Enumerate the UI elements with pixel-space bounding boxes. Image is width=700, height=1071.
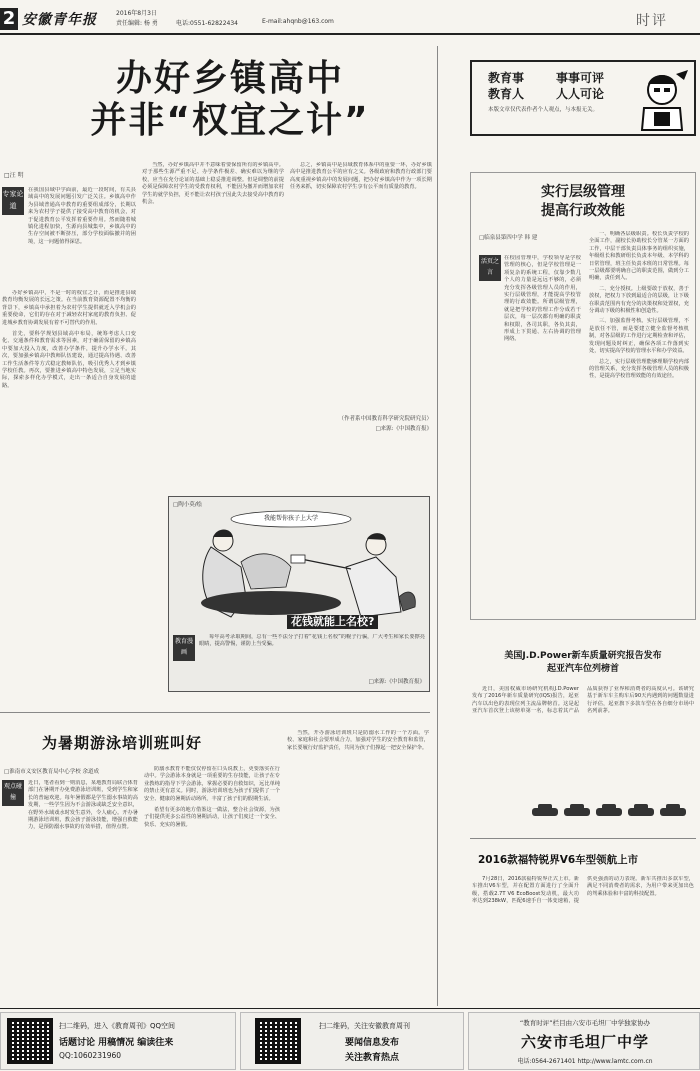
lead-body-2: 办好乡镇高中，不是一时的权宜之计，而是推进县域教育均衡发展的长远之策。在当前教育资源配置不均衡的背景下，乡镇高中承担着为农村学生提供就近入学机会的重要使命，它们的存在对于减轻农村家庭的教育负担、促进城乡教育协调发展有着不可替代的作用。 — [2, 290, 136, 326]
lead-bottom-rule — [0, 712, 430, 713]
ford-body: 7月28日，2016款福特锐界正式上市。新车推出V6车型，并在配置方面进行了全面升级，搭载2.7T V6 EcoBoost发动机，最大功率达到238kW，匹配6速手自一体变速箱，提供更强劲的动力表现。新车共推出多款车型，满足不同消费者的需求，为用户带来更加出色的驾乘体验和丰富的科技配置。 — [472, 876, 694, 905]
swimming-body-4: 当然，开办游泳培训班只是防溺水工作的一个方面。学校、家庭和社会要形成合力，加强对学生的安全教育和监管，家长要履行好监护责任，共同为孩子们撑起一把安全保护伞。 — [287, 730, 429, 751]
swimming-col1 — [2, 780, 138, 1000]
cartoon-illustration — [171, 507, 427, 629]
management-col1 — [479, 255, 581, 611]
mascot-icon — [632, 68, 690, 132]
ad2-line2: 要闻信息发布 — [345, 1038, 400, 1048]
lead-body-col3 — [290, 162, 432, 412]
column-title-right — [556, 70, 604, 102]
footer-ad-school — [468, 1012, 700, 1070]
ad3-line1: “教育时评”栏目由六安市毛坦厂中学独家协办 — [519, 1019, 651, 1027]
cartoon-caption: 花钱就能上名校? — [287, 615, 378, 629]
column-title-left — [488, 70, 524, 102]
right-col-rule — [470, 838, 696, 839]
lead-body-1: 在我国县域中学面前，最近一段时间，有关县域高中的发展问题引发广泛关注。乡镇高中作为县域普通高中教育的重要组成部分，长期以来为农村学子提供了接受高中教育的机会，对于促进教育公平发挥着重要作用。然而随着城镇化进程加快，生源向县城集中，乡镇高中的生存空间被不断挤压，部分学校面临撤并的困境，这一问题值得深思。 — [28, 187, 136, 245]
column-banner — [470, 60, 696, 136]
column-title-line4: 人人可论 — [556, 87, 605, 101]
lead-credit: □来源:《中国教育报》 — [375, 426, 432, 432]
management-body-5: 总之，实行层级管理能够理顺学校内部的管理关系，充分发挥各级管理人员的积极性，是提高学校管理效能的有效途径。 — [589, 358, 689, 380]
management-title-line1: 实行层级管理 — [541, 184, 625, 200]
lead-title-line1: 办好乡镇高中 — [115, 58, 344, 99]
management-title-line2: 提高行政效能 — [541, 203, 625, 219]
swimming-author: □淮南市义安区教育局中心学校 余道成 — [4, 769, 99, 775]
masthead-rule — [0, 33, 700, 35]
column-title-line3: 事事可评 — [556, 71, 605, 85]
footer-ad-qq — [0, 1012, 236, 1070]
section-name: 时评 — [636, 13, 668, 29]
ad1-line2: 话题讨论 用稿情况 编读往来 — [59, 1038, 174, 1048]
lead-body-4: 当然，办好乡镇高中并不意味着要保留所有的乡镇高中。对于那些生源严重不足、办学条件极差、确实难以为继的学校，应当在充分论证的基础上稳妥推进调整。但是调整的前提必须是保障农村学生的受教育权利，不能因为撤并而增加农村学生的就学负担，更不能让农村孩子因此失去接受高中教育的机会。 — [142, 162, 284, 206]
jdpower-title — [470, 650, 696, 676]
management-body-4: 三、加强监督考核。实行层级管理，不是放任不管，而是要建立健全监督考核机制，对各层级的工作进行定期检查和评估，发现问题及时纠正，确保各项工作落到实处，切实提高学校的管理水平和办学效益。 — [589, 318, 689, 355]
expert-tag: 专家论道 — [2, 187, 24, 215]
column-note: 本版文章仅代表作者个人观点，与本报无关。 — [488, 107, 599, 113]
ford-title: 2016款福特锐界V6车型领航上市 — [478, 854, 639, 866]
swimming-body-2: 防溺水教育不能仅仅停留在口头说教上，更要落实在行动中。学会游泳本身就是一项重要的生存技能，让孩子在专业教练的指导下学会游泳，掌握必要的自救知识，远比单纯的禁止更有意义。同时，游泳培训班也为孩子们提供了一个安全、健康的暑期活动场所，丰富了孩子们的假期生活。 — [144, 766, 280, 802]
footer-ad-weibo — [240, 1012, 464, 1070]
cartoon-bubble-text: 我能帮你孩子上大学 — [263, 515, 318, 522]
management-body-1: 在校园管理中，学校领导是学校管理的核心，但是学校管理是一项复杂的系统工程，仅靠少数几个人的力量是远远不够的，必须充分发挥各级管理人员的作用，实行层级管理，才能提高学校管理的行政效能。所谓层级管理，就是把学校的管理工作分成若干层次，每一层次都有明确的职责和权限，各司其职，各负其责，形成上下贯通、左右协调的管理网络。 — [504, 255, 581, 343]
jdpower-title-line1: 美国J.D.Power新车质量研究报告发布 — [504, 651, 662, 661]
management-box — [470, 172, 696, 620]
right-column-divider — [437, 46, 438, 1006]
car-lineup-image — [530, 800, 690, 820]
email-line: E-mail:ahqnb@163.com — [262, 18, 334, 25]
swimming-col2 — [144, 766, 280, 1000]
management-body-2: 一、明确各层级职责。校长负责学校的全面工作，副校长协助校长分管某一方面的工作，中层干部负责具体事务的组织实施，年级组长和教研组长负责本年级、本学科的日常管理，班主任负责本班的日常管理。每一层级都要明确自己的职责范围，做到分工明确，责任到人。 — [589, 231, 689, 282]
ad2-line1: 扫二维码，关注安徽教育周刊 — [319, 1022, 410, 1030]
lead-body-col1b — [2, 290, 136, 700]
lead-author: □汪 明 — [4, 172, 24, 179]
phone-line: 电话:0551-62822434 — [176, 20, 238, 27]
ad3-line3: 电话:0564-2671401 http://www.lamtc.com.cn — [517, 1058, 653, 1065]
lead-author-note: （作者系中国教育科学研究院研究员） — [338, 416, 432, 422]
cartoon-panel — [168, 496, 430, 692]
jdpower-title-line2: 起亚汽车位列榜首 — [546, 664, 619, 674]
weibo-qr-code — [255, 1018, 301, 1064]
management-tag: 活页之言 — [479, 255, 501, 281]
ad1-line1: 扫二维码，进入《教育周刊》QQ空间 — [59, 1022, 176, 1030]
qq-qr-code — [7, 1018, 53, 1064]
lead-body-5: 总之，乡镇高中是县域教育体系中的重要一环，办好乡镇高中是推进教育公平的应有之义。各级政府和教育行政部门要高度重视乡镇高中的发展问题，把办好乡镇高中作为一项长期任务来抓，切实保障农村学生享有公平而有质量的教育。 — [290, 162, 432, 191]
lead-body-col2 — [142, 162, 284, 434]
management-author: □临泉县第四中学 韩 建 — [479, 235, 538, 241]
swimming-col3 — [287, 730, 429, 1000]
cartoon-author: □陶小莫/绘 — [173, 502, 203, 508]
cartoon-tag: 教育漫画 — [173, 635, 195, 661]
ad2-line3: 关注教育热点 — [345, 1053, 400, 1063]
issue-date: 2016年8月3日 — [116, 10, 157, 17]
column-title-line2: 教育人 — [488, 87, 525, 101]
editor-line: 责任编辑: 杨 勇 — [116, 20, 158, 27]
jdpower-body: 近日，美国权威市场研究机构J.D.Power发布了2016年新车质量研究(IQS)报告，起亚汽车以出色的表现位列主流品牌榜首。这是起亚汽车首次登上该榜单第一名，标志着其产品品质获得了业界和消费者的高度认可。该研究基于新车车主购车后90天内遇到的问题数量进行评估，起亚旗下多款车型在各自细分市场中名列前茅。 — [472, 686, 694, 715]
lead-title-line2: 并非“权宜之计” — [90, 100, 370, 141]
lead-title — [40, 58, 420, 142]
swimming-tag: 观点碰撞 — [2, 780, 24, 806]
column-title-line1: 教育事 — [488, 71, 525, 85]
swimming-body-1: 近日，笔者看到一则消息，某地教育局联合体育部门在暑期开办免费游泳培训班，受到学生和家长的普遍欢迎。每年暑假都是学生溺水事故的高发期，一些学生因为不会游泳或缺乏安全意识，在野外水域戏水时发生意外，令人痛心。开办暑期游泳培训班，教会孩子游泳技能，增强自救能力，是预防溺水事故的有效举措，值得点赞。 — [28, 780, 138, 831]
lead-body-3: 首先，要科学规划县域高中布局，统筹考虑人口变化、交通条件和教育需求等因素，对于确需保留的乡镇高中要加大投入力度，改善办学条件，提升办学水平。其次，要加强乡镇高中教师队伍建设，通过提高待遇、改善工作生活条件等方式稳定教师队伍，吸引优秀人才到乡镇学校任教。再次，要推进乡镇高中特色发展，立足当地实际，探索多样化办学模式，走出一条适合自身发展的道路。 — [2, 331, 136, 389]
management-body-3: 二、充分授权。上级要敢于放权，善于放权，把权力下放到最适合的层级，让下级在职责范围内有充分的决策权和处置权，充分调动下级的积极性和创造性。 — [589, 285, 689, 315]
page-number-badge: 2 — [0, 8, 18, 30]
ad3-line2: 六安市毛坦厂中学 — [520, 1033, 649, 1051]
management-title — [471, 183, 695, 221]
cartoon-note: 每年高考录取期间，总有一些不法分子打着“花钱上名校”的幌子行骗，广大考生和家长要擦亮眼睛，提高警惕，谨防上当受骗。 — [199, 634, 425, 648]
footer-rule — [0, 1008, 700, 1009]
cartoon-credit: □来源:《中国教育报》 — [368, 679, 425, 685]
masthead — [0, 0, 700, 36]
paper-name: 安徽青年报 — [22, 12, 97, 28]
swimming-title: 为暑期游泳培训班叫好 — [42, 734, 203, 752]
swimming-body-3: 希望有更多的地方借鉴这一做法，整合社会资源，为孩子们提供更多公益性的暑期活动，让孩子们度过一个安全、快乐、充实的暑假。 — [144, 807, 280, 828]
ad1-line3: QQ:1060231960 — [59, 1051, 122, 1060]
management-col2 — [589, 231, 689, 611]
